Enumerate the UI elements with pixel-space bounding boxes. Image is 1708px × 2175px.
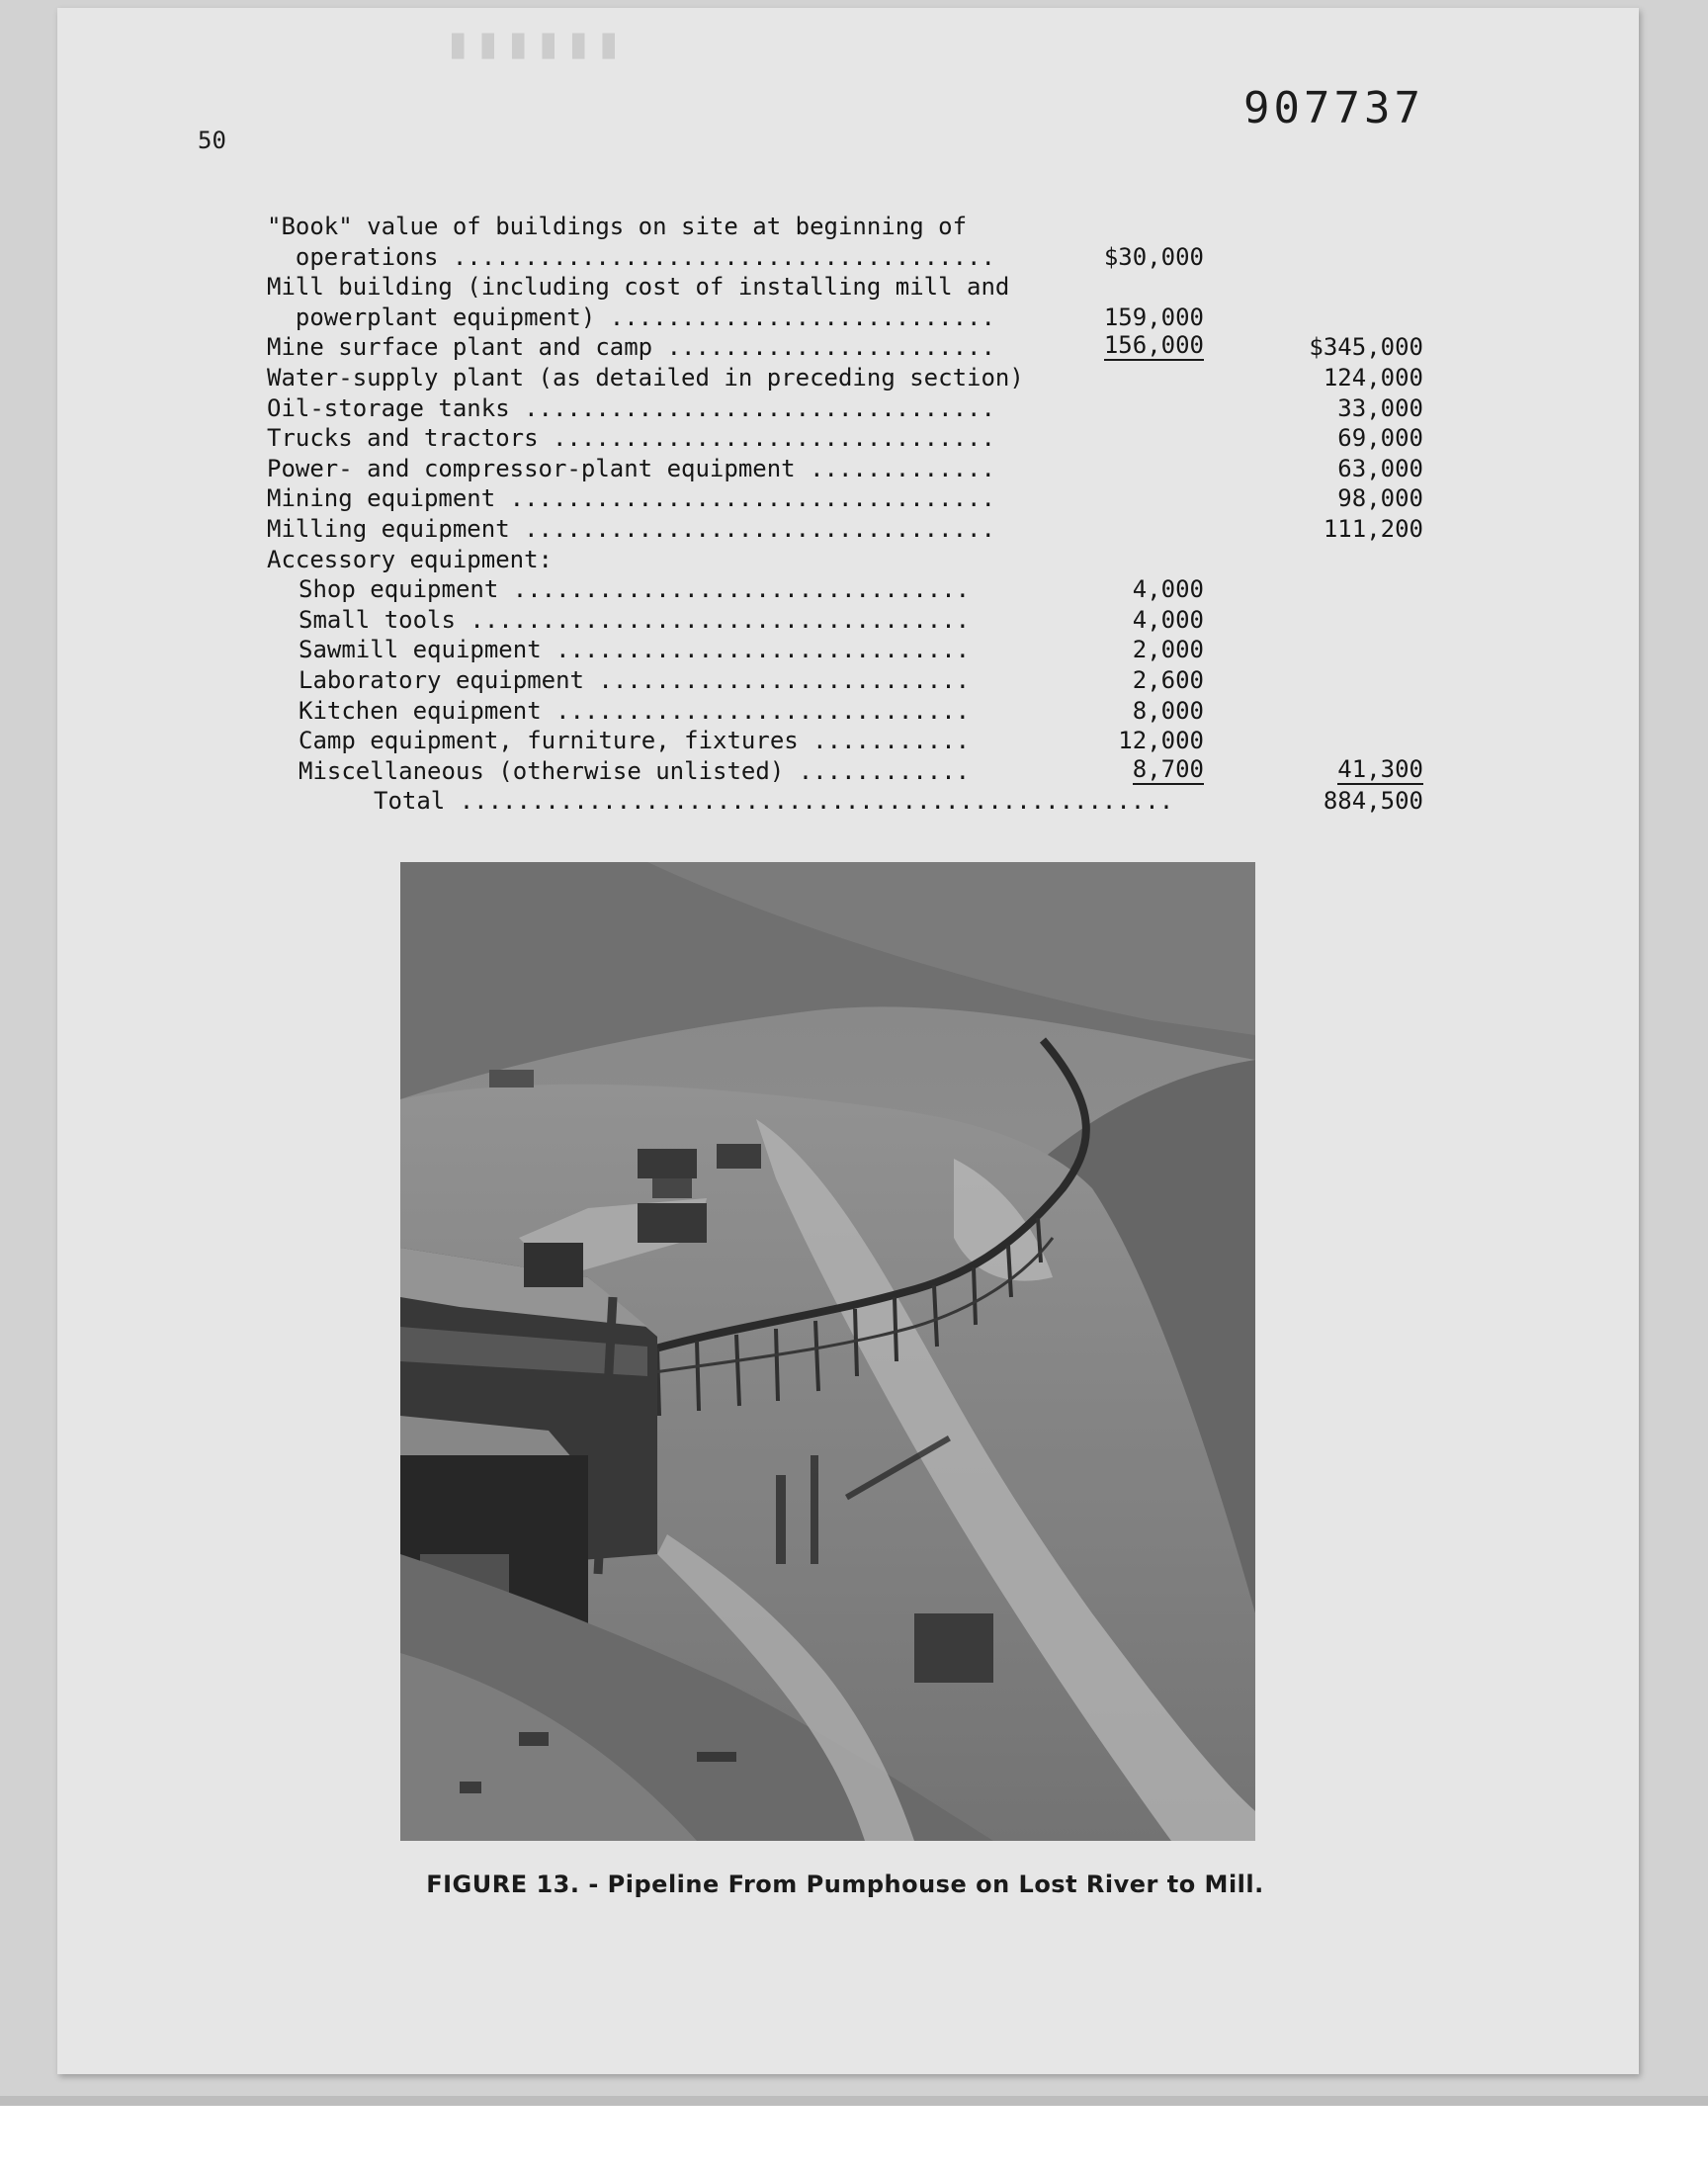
table-row [267, 393, 1433, 424]
table-row [267, 454, 1433, 484]
pipeline-photo-illustration [400, 862, 1255, 1841]
row-label: Kitchen equipment ............................. [299, 696, 971, 725]
row-label: operations ...................................... [267, 242, 995, 271]
row-label: Oil-storage tanks ................................. [267, 393, 995, 422]
subtotal-cell: 156,000 [1103, 331, 1204, 360]
page-number: 50 [198, 127, 226, 154]
table-row [267, 786, 1433, 817]
row-label: Mill building (including cost of installing mill and [267, 273, 1010, 302]
table-row [267, 272, 1433, 303]
subtotal-cell: $30,000 [1103, 242, 1204, 271]
row-label: Mining equipment .................................. [267, 484, 995, 513]
table-row [267, 363, 1433, 393]
total-cell: 33,000 [1337, 393, 1423, 422]
table-row [267, 665, 1433, 696]
total-cell: 69,000 [1337, 424, 1423, 453]
total-cell: 124,000 [1323, 363, 1423, 392]
subtotal-cell: 2,600 [1132, 665, 1204, 694]
row-label: Laboratory equipment .......................... [299, 665, 971, 694]
table-row [267, 423, 1433, 454]
total-cell: 111,200 [1323, 514, 1423, 543]
table-row [267, 242, 1433, 273]
subtotal-cell: 4,000 [1132, 575, 1204, 604]
row-label: "Book" value of buildings on site at beginning of [267, 213, 968, 240]
subtotal-cell: 8,000 [1132, 696, 1204, 725]
table-row [267, 303, 1433, 333]
total-cell: 41,300 [1337, 754, 1423, 783]
total-cell: $345,000 [1309, 333, 1423, 362]
table-row [267, 514, 1433, 545]
row-label: powerplant equipment) ........................... [267, 303, 995, 331]
table-row [267, 756, 1433, 787]
table-row [267, 696, 1433, 727]
row-label: Power- and compressor-plant equipment ............. [267, 454, 995, 482]
total-cell: 63,000 [1337, 454, 1423, 482]
row-label: Mine surface plant and camp ....................... [267, 333, 995, 362]
table-row [267, 332, 1433, 363]
table-row [267, 605, 1433, 636]
row-label: Trucks and tractors ............................... [267, 424, 995, 453]
row-label: Small tools ................................... [299, 605, 971, 634]
row-label: Water-supply plant (as detailed in preceding section) [267, 363, 1024, 392]
table-row [267, 635, 1433, 665]
subtotal-cell: 12,000 [1118, 727, 1204, 755]
row-label: Total .................................................. [374, 787, 1174, 816]
figure-photograph [400, 862, 1255, 1841]
cost-table [267, 212, 1433, 817]
subtotal-cell: 159,000 [1103, 303, 1204, 331]
row-label: Shop equipment ................................ [299, 575, 971, 604]
faint-stamp-mark: ▮▮▮▮▮▮ [445, 18, 626, 68]
table-row [267, 212, 1433, 242]
document-id-stamp: 907737 [1243, 83, 1424, 133]
table-row [267, 545, 1433, 575]
total-cell: 884,500 [1323, 787, 1423, 816]
table-row [267, 483, 1433, 514]
scan-edge [0, 2096, 1708, 2106]
subtotal-cell: 8,700 [1132, 754, 1204, 783]
row-label: Milling equipment ................................. [267, 514, 995, 543]
subtotal-cell: 2,000 [1132, 636, 1204, 664]
table-row [267, 574, 1433, 605]
row-label: Camp equipment, furniture, fixtures ........... [299, 727, 971, 755]
row-label: Miscellaneous (otherwise unlisted) ............ [299, 756, 971, 785]
subtotal-cell: 4,000 [1132, 605, 1204, 634]
row-label: Accessory equipment: [267, 545, 553, 573]
figure-caption [0, 1870, 1708, 1898]
row-label: Sawmill equipment ............................. [299, 636, 971, 664]
total-cell: 98,000 [1337, 484, 1423, 513]
table-row [267, 726, 1433, 756]
figure-caption-text: FIGURE 13. - Pipeline From Pumphouse on Lost River to Mill. [426, 1870, 1264, 1898]
